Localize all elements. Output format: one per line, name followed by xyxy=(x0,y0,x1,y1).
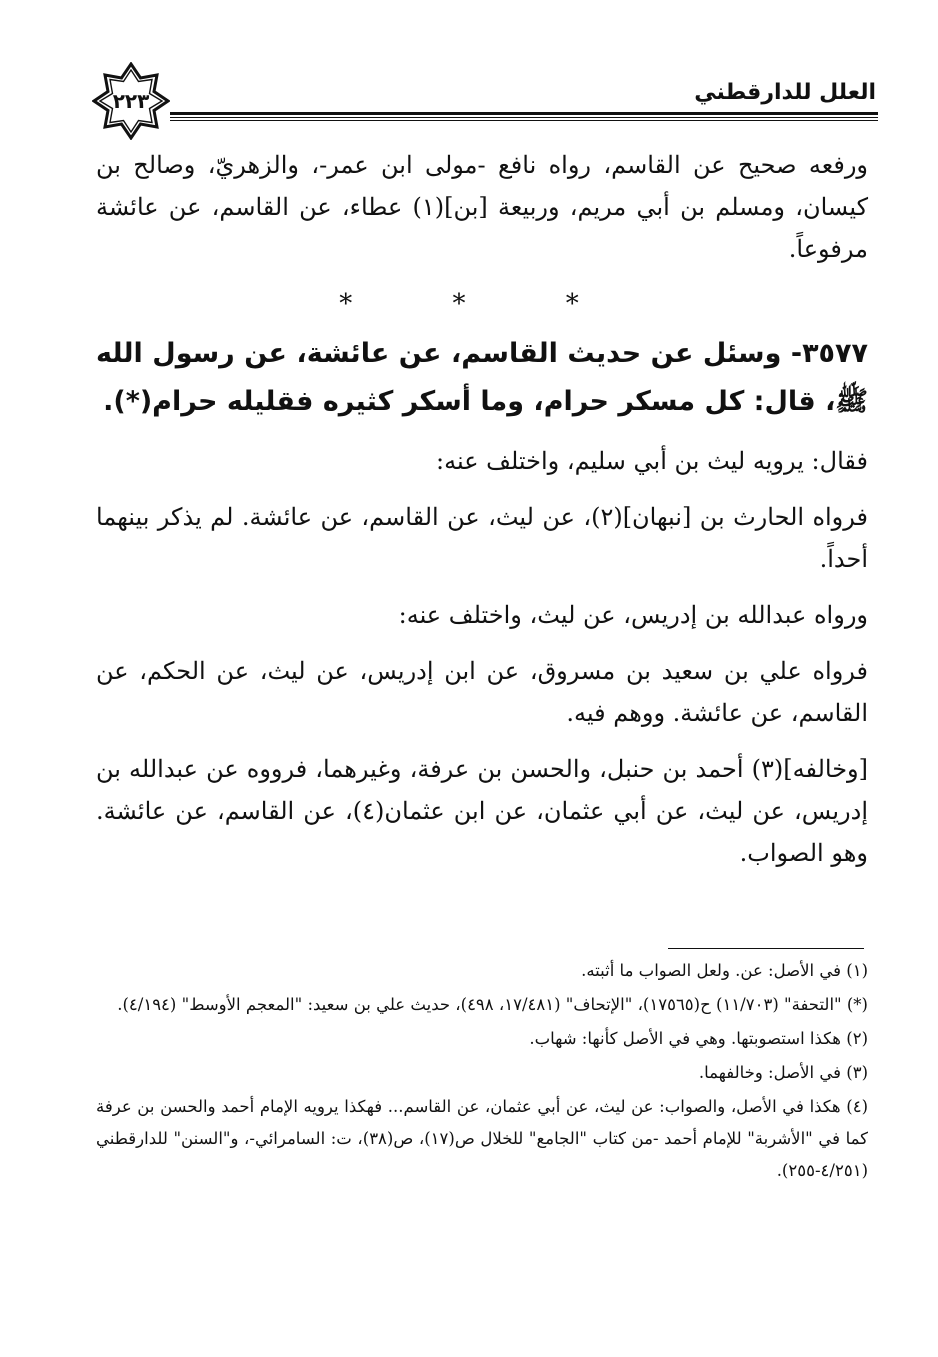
footnotes xyxy=(96,955,868,1189)
paragraph-5: فرواه علي بن سعيد بن مسروق، عن ابن إدريس، عن ليث، عن الحكم، عن القاسم، عن عائشة. ووهم فيه. xyxy=(96,657,868,727)
page-header xyxy=(0,0,938,140)
page-number-badge xyxy=(92,62,170,140)
footnote-1: (١) في الأصل: عن. ولعل الصواب ما أثبته. xyxy=(581,961,868,980)
paragraph-4: ورواه عبدالله بن إدريس، عن ليث، واختلف عنه: xyxy=(398,601,868,629)
hadith-heading: ٣٥٧٧- وسئل عن حديث القاسم، عن عائشة، عن رسول الله ﷺ، قال: كل مسكر حرام، وما أسكر كثيره فقليله حرام(*). xyxy=(96,338,868,417)
paragraph-2: فقال: يرويه ليث بن أبي سليم، واختلف عنه: xyxy=(436,447,868,475)
footnote-divider xyxy=(668,948,864,949)
footnote-2: (٢) هكذا استصوبتها. وهي في الأصل كأنها: شهاب. xyxy=(529,1029,868,1048)
paragraph-3: فرواه الحارث بن [نبهان](٢)، عن ليث، عن القاسم، عن عائشة. لم يذكر بينهما أحداً. xyxy=(96,503,868,573)
section-separator: * * * xyxy=(339,289,625,319)
header-rule-thin xyxy=(170,117,878,118)
paragraph-1: ورفعه صحيح عن القاسم، رواه نافع -مولى ابن عمر-، والزهريّ، وصالح بن كيسان، ومسلم بن أبي مريم، وربيعة [بن](١) عطاء، عن القاسم، عن عائشة مرفوعاً. xyxy=(96,151,869,263)
page-number: ٢٢٣ xyxy=(112,89,150,113)
paragraph-6: [وخالفه](٣) أحمد بن حنبل، والحسن بن عرفة، وغيرهما، فرووه عن عبدالله بن إدريس، عن ليث، عن أبي عثمان، عن ابن عثمان(٤)، عن القاسم، عن عائشة. وهو الصواب. xyxy=(96,755,868,867)
header-rule-thick xyxy=(170,112,878,115)
main-text xyxy=(96,144,868,888)
running-header-title: العلل للدارقطني xyxy=(694,80,876,105)
footnote-3: (٣) في الأصل: وخالفهما. xyxy=(698,1063,868,1082)
footnote-star: (*) "التحفة" (١١/٧٠٣) ح(١٧٥٦٥)، "الإتحاف" (١٧/٤٨١، ٤٩٨)، حديث علي بن سعيد: "المعجم الأوسط" (٤/١٩٤). xyxy=(117,995,868,1014)
footnote-4: (٤) هكذا في الأصل، والصواب: عن ليث، عن أبي عثمان، عن القاسم... فهكذا يرويه الإمام أحمد والحسن بن عرفة كما في "الأشربة" للإمام أحمد -من كتاب "الجامع" للخلال ص(١٧)، ص(٣٨)، ت: السامرائي-، و"السنن" للدارقطني (٤/٢٥١-٢٥٥). xyxy=(96,1097,868,1180)
header-rule-thin-2 xyxy=(170,120,878,121)
